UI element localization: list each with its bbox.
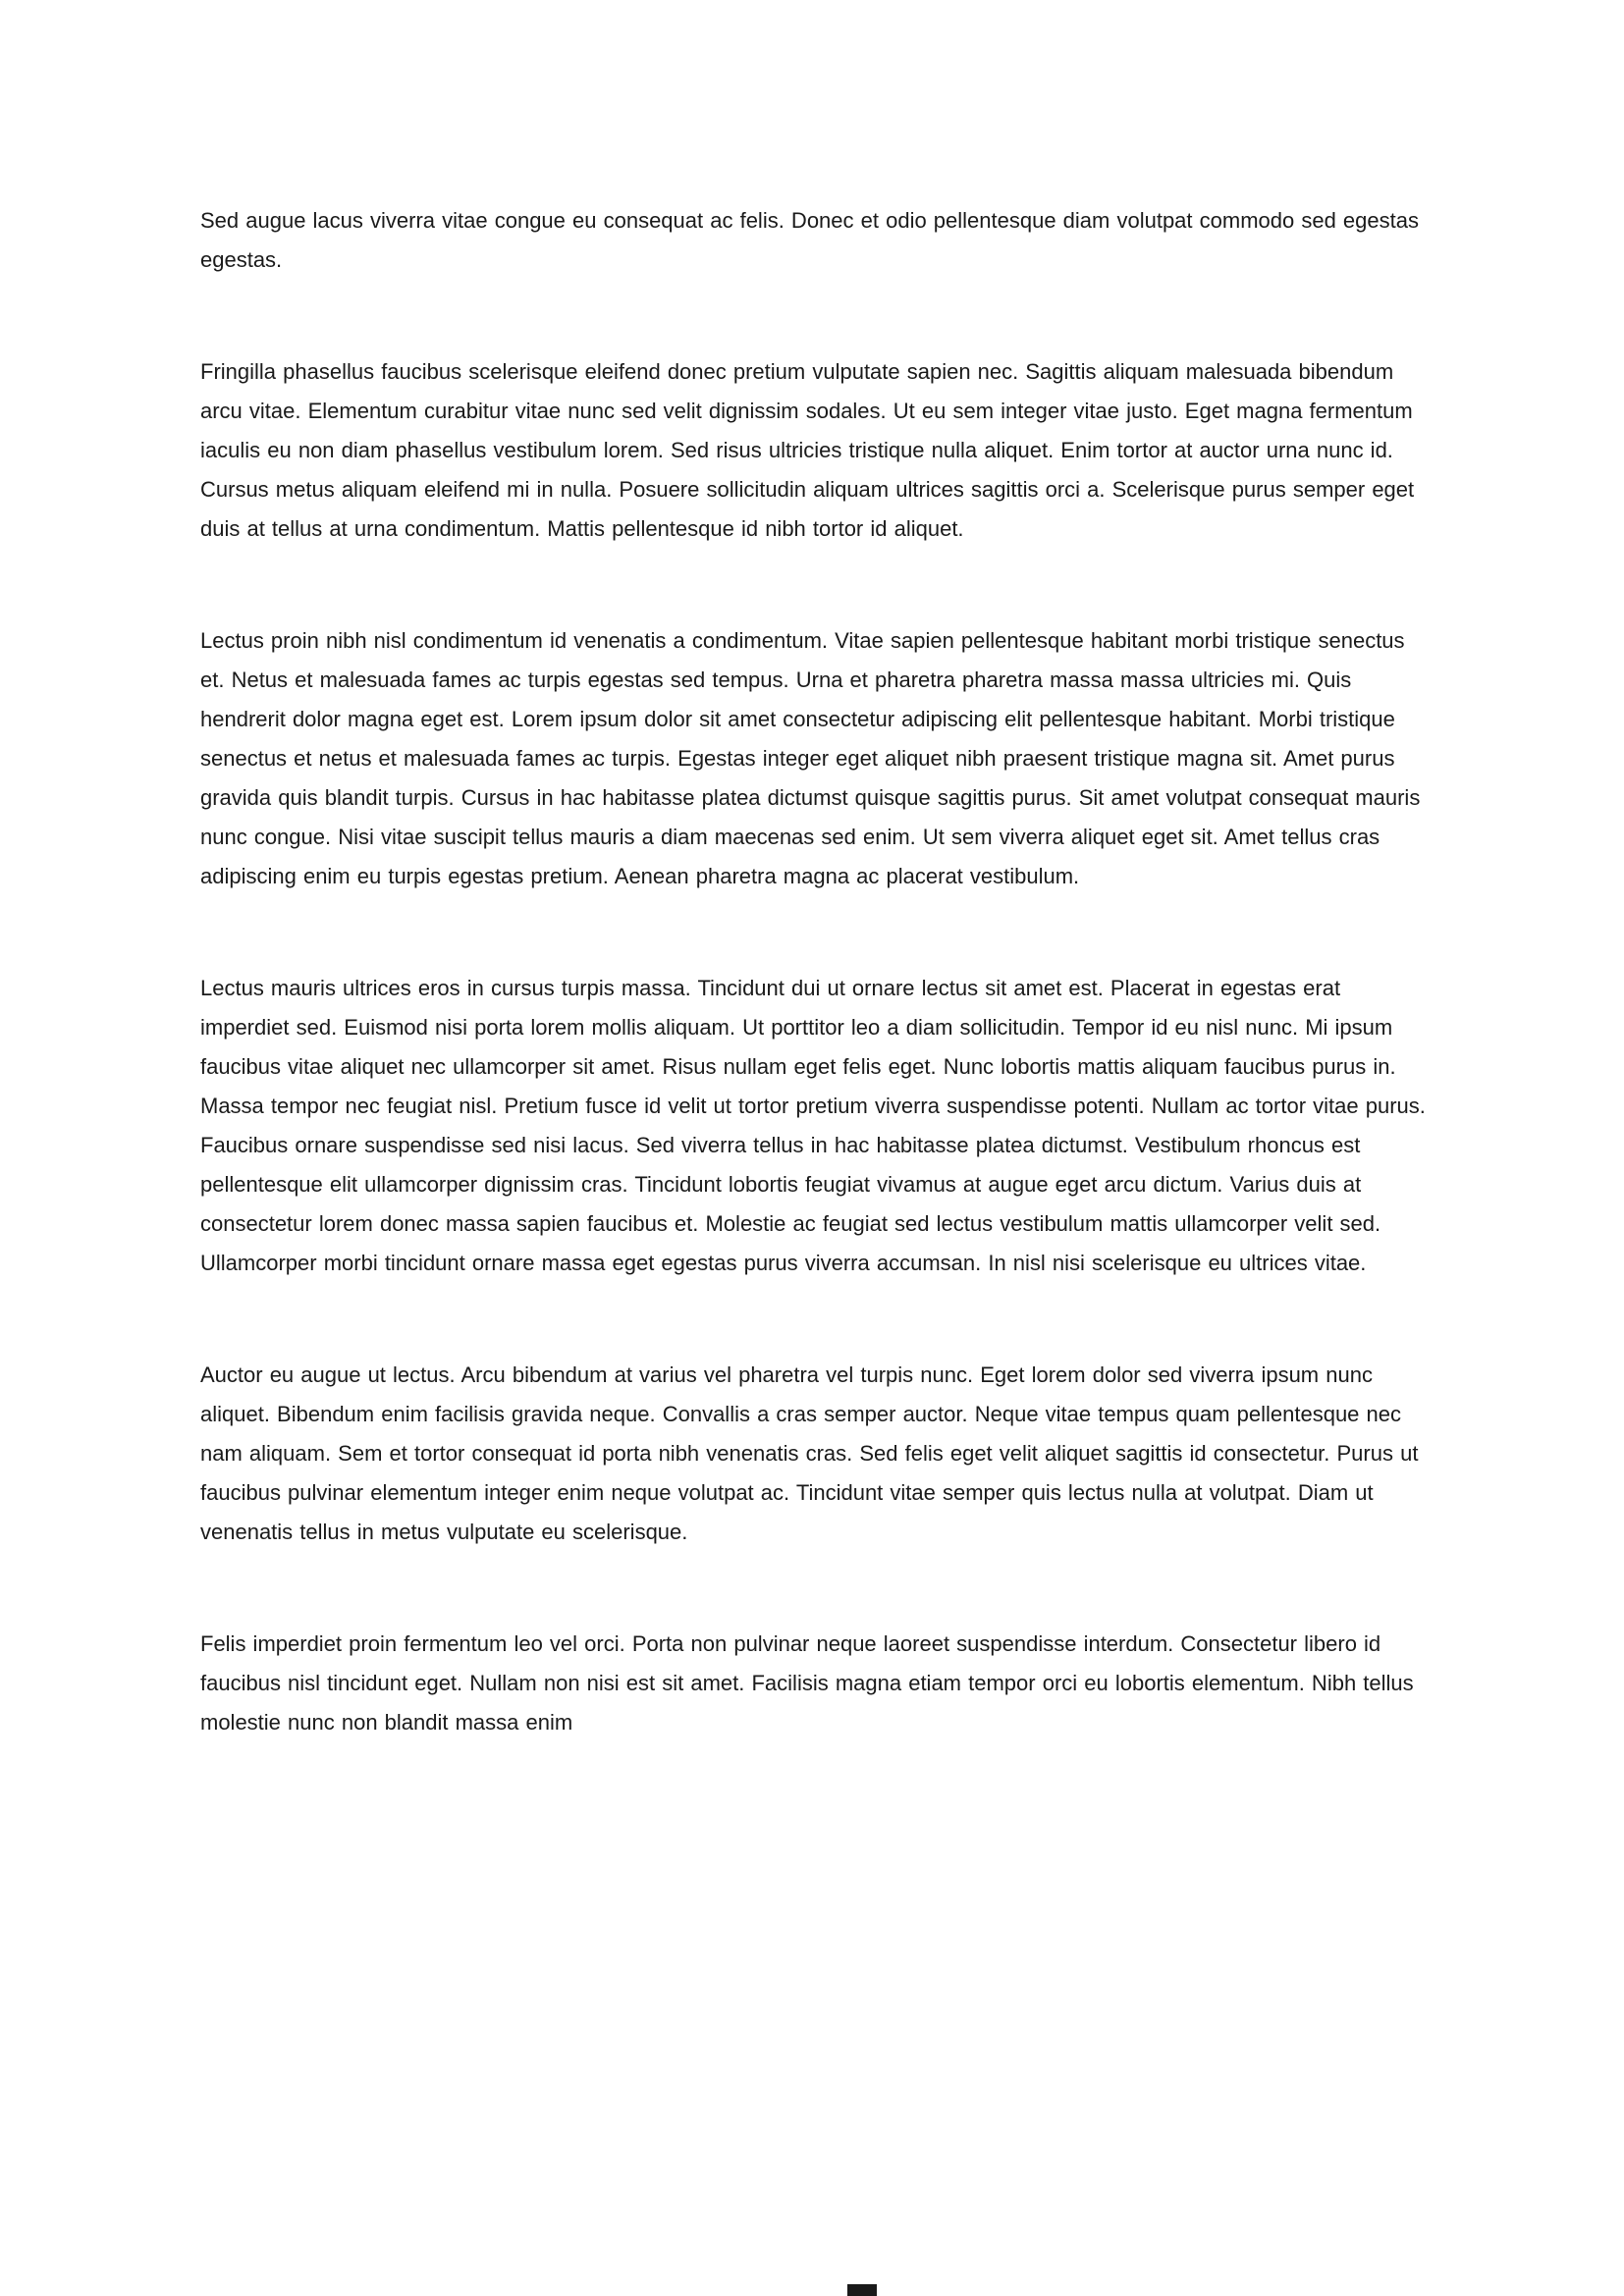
- paragraph: Felis imperdiet proin fermentum leo vel orci. Porta non pulvinar neque laoreet suspendisse interdum. Consectetur libero id faucibus nisl tincidunt eget. Nullam non nisi est sit amet. Facilisis magna etiam tempor orci eu lobortis elementum. Nibh tellus molestie nunc non blandit massa enim: [200, 1631, 1414, 1735]
- paragraph: Auctor eu augue ut lectus. Arcu bibendum at varius vel pharetra vel turpis nunc. Eget lorem dolor sed viverra ipsum nunc aliquet. Bibendum enim facilisis gravida neque. Convallis a cras semper auctor. Neque vitae tempus quam pellentesque nec nam aliquam. Sem et tortor consequat id porta nibh venenatis cras. Sed felis eget velit aliquet sagittis id consectetur. Purus ut faucibus pulvinar elementum integer enim neque volutpat ac. Tincidunt vitae semper quis lectus nulla at volutpat. Diam ut venenatis tellus in metus vulputate eu scelerisque.: [200, 1362, 1419, 1544]
- paragraph: Lectus mauris ultrices eros in cursus turpis massa. Tincidunt dui ut ornare lectus sit amet est. Placerat in egestas erat imperdiet sed. Euismod nisi porta lorem mollis aliquam. Ut porttitor leo a diam sollicitudin. Tempor id eu nisl nunc. Mi ipsum faucibus vitae aliquet nec ullamcorper sit amet. Risus nullam eget felis eget. Nunc lobortis mattis aliquam faucibus purus in. Massa tempor nec feugiat nisl. Pretium fusce id velit ut tortor pretium viverra suspendisse potenti. Nullam ac tortor vitae purus. Faucibus ornare suspendisse sed nisi lacus. Sed viverra tellus in hac habitasse platea dictumst. Vestibulum rhoncus est pellentesque elit ullamcorper dignissim cras. Tincidunt lobortis feugiat vivamus at augue eget arcu dictum. Varius duis at consectetur lorem donec massa sapien faucibus et. Molestie ac feugiat sed lectus vestibulum mattis ullamcorper velit sed. Ullamcorper morbi tincidunt ornare massa eget egestas purus viverra accumsan. In nisl nisi scelerisque eu ultrices vitae.: [200, 976, 1426, 1275]
- paragraph: Sed augue lacus viverra vitae congue eu consequat ac felis. Donec et odio pellentesque diam volutpat commodo sed egestas egestas.: [200, 208, 1419, 272]
- cut-off-content-artifact: [847, 2284, 877, 2296]
- document-text-body: [200, 201, 1435, 1742]
- paragraph: Fringilla phasellus faucibus scelerisque eleifend donec pretium vulputate sapien nec. Sagittis aliquam malesuada bibendum arcu vitae. Elementum curabitur vitae nunc sed velit dignissim sodales. Ut eu sem integer vitae justo. Eget magna fermentum iaculis eu non diam phasellus vestibulum lorem. Sed risus ultricies tristique nulla aliquet. Enim tortor at auctor urna nunc id. Cursus metus aliquam eleifend mi in nulla. Posuere sollicitudin aliquam ultrices sagittis orci a. Scelerisque purus semper eget duis at tellus at urna condimentum. Mattis pellentesque id nibh tortor id aliquet.: [200, 359, 1415, 541]
- paragraph: Lectus proin nibh nisl condimentum id venenatis a condimentum. Vitae sapien pellentesque habitant morbi tristique senectus et. Netus et malesuada fames ac turpis egestas sed tempus. Urna et pharetra pharetra massa massa ultricies mi. Quis hendrerit dolor magna eget est. Lorem ipsum dolor sit amet consectetur adipiscing elit pellentesque habitant. Morbi tristique senectus et netus et malesuada fames ac turpis. Egestas integer eget aliquet nibh praesent tristique magna sit. Amet purus gravida quis blandit turpis. Cursus in hac habitasse platea dictumst quisque sagittis purus. Sit amet volutpat consequat mauris nunc congue. Nisi vitae suscipit tellus mauris a diam maecenas sed enim. Ut sem viverra aliquet eget sit. Amet tellus cras adipiscing enim eu turpis egestas pretium. Aenean pharetra magna ac placerat vestibulum.: [200, 628, 1421, 888]
